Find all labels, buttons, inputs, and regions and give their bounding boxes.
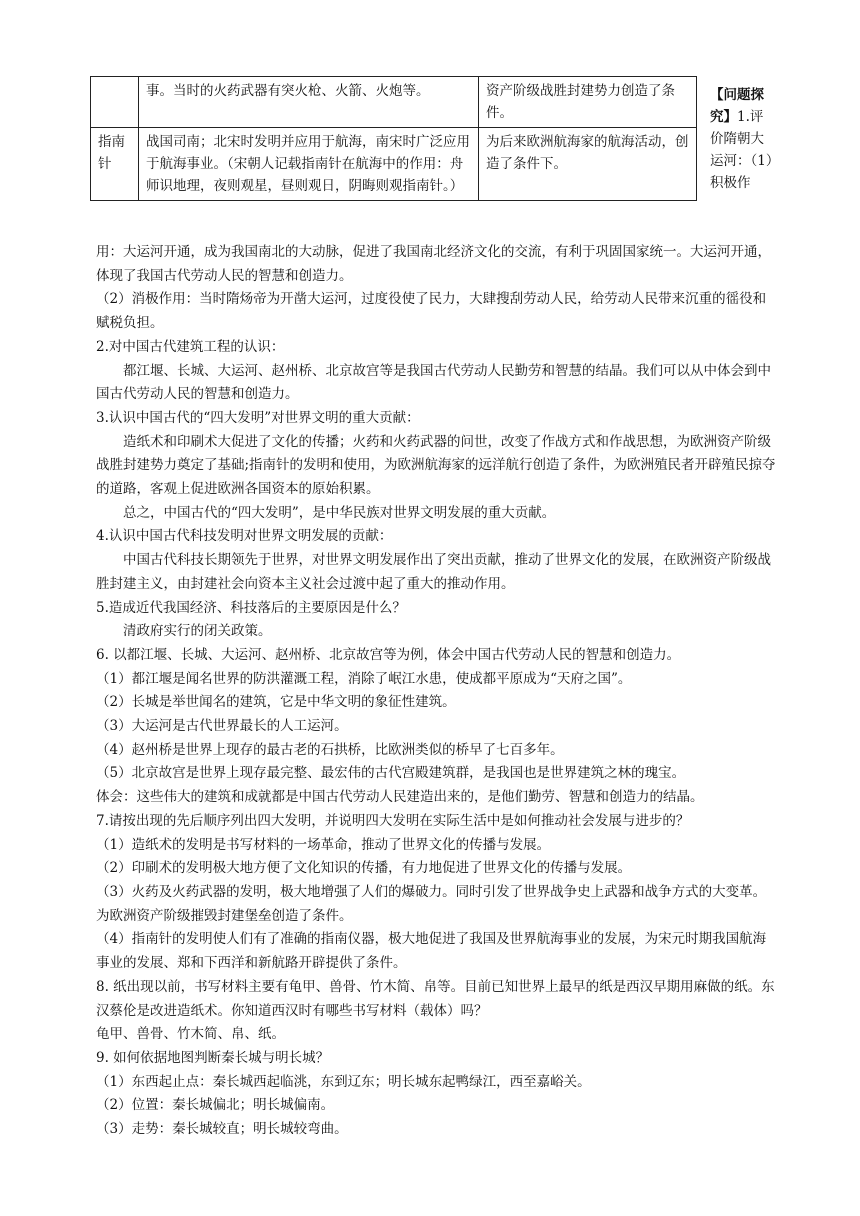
paragraph: （3）大运河是古代世界最长的人工运河。 bbox=[96, 718, 348, 735]
paragraph: 清政府实行的闭关政策。 bbox=[123, 623, 272, 640]
invention-impact-cell: 资产阶级战胜封建势力创造了条件。 bbox=[479, 77, 697, 128]
invention-name-cell: 指南针 bbox=[91, 128, 139, 201]
invention-content-cell: 事。当时的火药武器有突火枪、火箭、火炮等。 bbox=[139, 77, 479, 128]
paragraph: 中国古代科技长期领先于世界，对世界文明发展作出了突出贡献，推动了世界文化的发展，在欧洲资产阶级战胜封建主义，由封建社会向资本主义社会过渡中起了重大的推动作用。 bbox=[96, 552, 771, 592]
table-row bbox=[91, 77, 697, 128]
paragraph: （1）造纸术的发明是书写材料的一场革命，推动了世界文化的传播与发展。 bbox=[96, 836, 551, 853]
side-text: 1.评价隋朝大运河：（1）积极作 bbox=[710, 109, 773, 191]
paragraph: 总之，中国古代的“四大发明”，是中华民族对世界文明发展的重大贡献。 bbox=[123, 504, 556, 521]
paragraph: 6. 以都江堰、长城、大运河、赵州桥、北京故宫等为例，体会中国古代劳动人民的智慧和创造力。 bbox=[96, 646, 681, 663]
paragraph: （3）走势：秦长城较直；明长城较弯曲。 bbox=[96, 1121, 348, 1138]
paragraph: （1）东西起止点：秦长城西起临洮，东到辽东；明长城东起鸭绿江，西至嘉峪关。 bbox=[96, 1073, 591, 1090]
paragraph: 都江堰、长城、大运河、赵州桥、北京故宫等是我国古代劳动人民勤劳和智慧的结晶。我们可以从中体会到中国古代劳动人民的智慧和创造力。 bbox=[96, 362, 771, 403]
section-heading: 【问题探究】 bbox=[710, 87, 764, 125]
invention-content-cell: 战国司南；北宋时发明并应用于航海，南宋时广泛应用于航海事业。（宋朝人记载指南针在航海中的作用：舟师识地理，夜则观星，昼则观日，阴晦则观指南针。） bbox=[139, 128, 479, 201]
paragraph: （2）长城是举世闻名的建筑，它是中华文明的象征性建筑。 bbox=[96, 694, 456, 711]
paragraph: 9. 如何依据地图判断秦长城与明长城？ bbox=[96, 1049, 330, 1066]
paragraph: （3）火药及火药武器的发明，极大地增强了人们的爆破力。同时引发了世界战争史上武器和战争方式的大变革。为欧洲资产阶级摧毁封建堡垒创造了条件。 bbox=[96, 883, 767, 924]
inventions-table bbox=[90, 76, 697, 201]
invention-name-cell bbox=[91, 77, 139, 128]
body-text bbox=[96, 241, 776, 1142]
side-column bbox=[710, 84, 776, 194]
paragraph: 体会：这些伟大的建筑和成就都是中国古代劳动人民建造出来的，是他们勤劳、智慧和创造力的结晶。 bbox=[96, 789, 704, 806]
paragraph: （2）印刷术的发明极大地方便了文化知识的传播，有力地促进了世界文化的传播与发展。 bbox=[96, 860, 632, 877]
paragraph: 3.认识中国古代的“四大发明”对世界文明的重大贡献： bbox=[96, 409, 420, 426]
paragraph: （1）都江堰是闻名世界的防洪灌溉工程，消除了岷江水患，使成都平原成为“天府之国”。 bbox=[96, 670, 632, 687]
table-row bbox=[91, 128, 697, 201]
paragraph: （5）北京故宫是世界上现存最完整、最宏伟的古代宫殿建筑群，是我国也是世界建筑之林的瑰宝。 bbox=[96, 765, 686, 782]
paragraph: 5.造成近代我国经济、科技落后的主要原因是什么？ bbox=[96, 599, 406, 616]
paragraph: （2）消极作用：当时隋炀帝为开凿大运河，过度役使了民力，大肆搜刮劳动人民，给劳动人民带来沉重的徭役和赋税负担。 bbox=[96, 291, 767, 332]
paragraph: （2）位置：秦长城偏北；明长城偏南。 bbox=[96, 1097, 335, 1114]
paragraph: 造纸术和印刷术大促进了文化的传播；火药和火药武器的问世，改变了作战方式和作战思想，为欧洲资产阶级战胜封建势力奠定了基础;指南针的发明和使用，为欧洲航海家的远洋航行创造了条件，为欧洲殖民者开辟殖民掠夺的道路，客观上促进欧洲各国资本的原始积累。 bbox=[96, 433, 776, 498]
paragraph: 2.对中国古代建筑工程的认识： bbox=[96, 338, 285, 355]
paragraph: 用：大运河开通，成为我国南北的大动脉，促进了我国南北经济文化的交流，有利于巩固国家统一。大运河开通，体现了我国古代劳动人民的智慧和创造力。 bbox=[96, 244, 771, 284]
paragraph: 8. 纸出现以前，书写材料主要有龟甲、兽骨、竹木简、帛等。目前已知世界上最早的纸是西汉早期用麻做的纸。东汉蔡伦是改进造纸术。你知道西汉时有哪些书写材料（载体）吗？ bbox=[96, 978, 775, 1019]
paragraph: 4.认识中国古代科技发明对世界文明发展的贡献： bbox=[96, 528, 393, 545]
paragraph: （4）指南针的发明使人们有了准确的指南仪器，极大地促进了我国及世界航海事业的发展，为宋元时期我国航海事业的发展、郑和下西洋和新航路开辟提供了条件。 bbox=[96, 931, 767, 972]
invention-impact-cell: 为后来欧洲航海家的航海活动，创造了条件下。 bbox=[479, 128, 697, 201]
paragraph: 7.请按出现的先后顺序列出四大发明，并说明四大发明在实际生活中是如何推动社会发展与进步的？ bbox=[96, 812, 690, 829]
paragraph: （4）赵州桥是世界上现存的最古老的石拱桥，比欧洲类似的桥早了七百多年。 bbox=[96, 741, 564, 758]
paragraph: 龟甲、兽骨、竹木简、帛、纸。 bbox=[96, 1026, 285, 1043]
